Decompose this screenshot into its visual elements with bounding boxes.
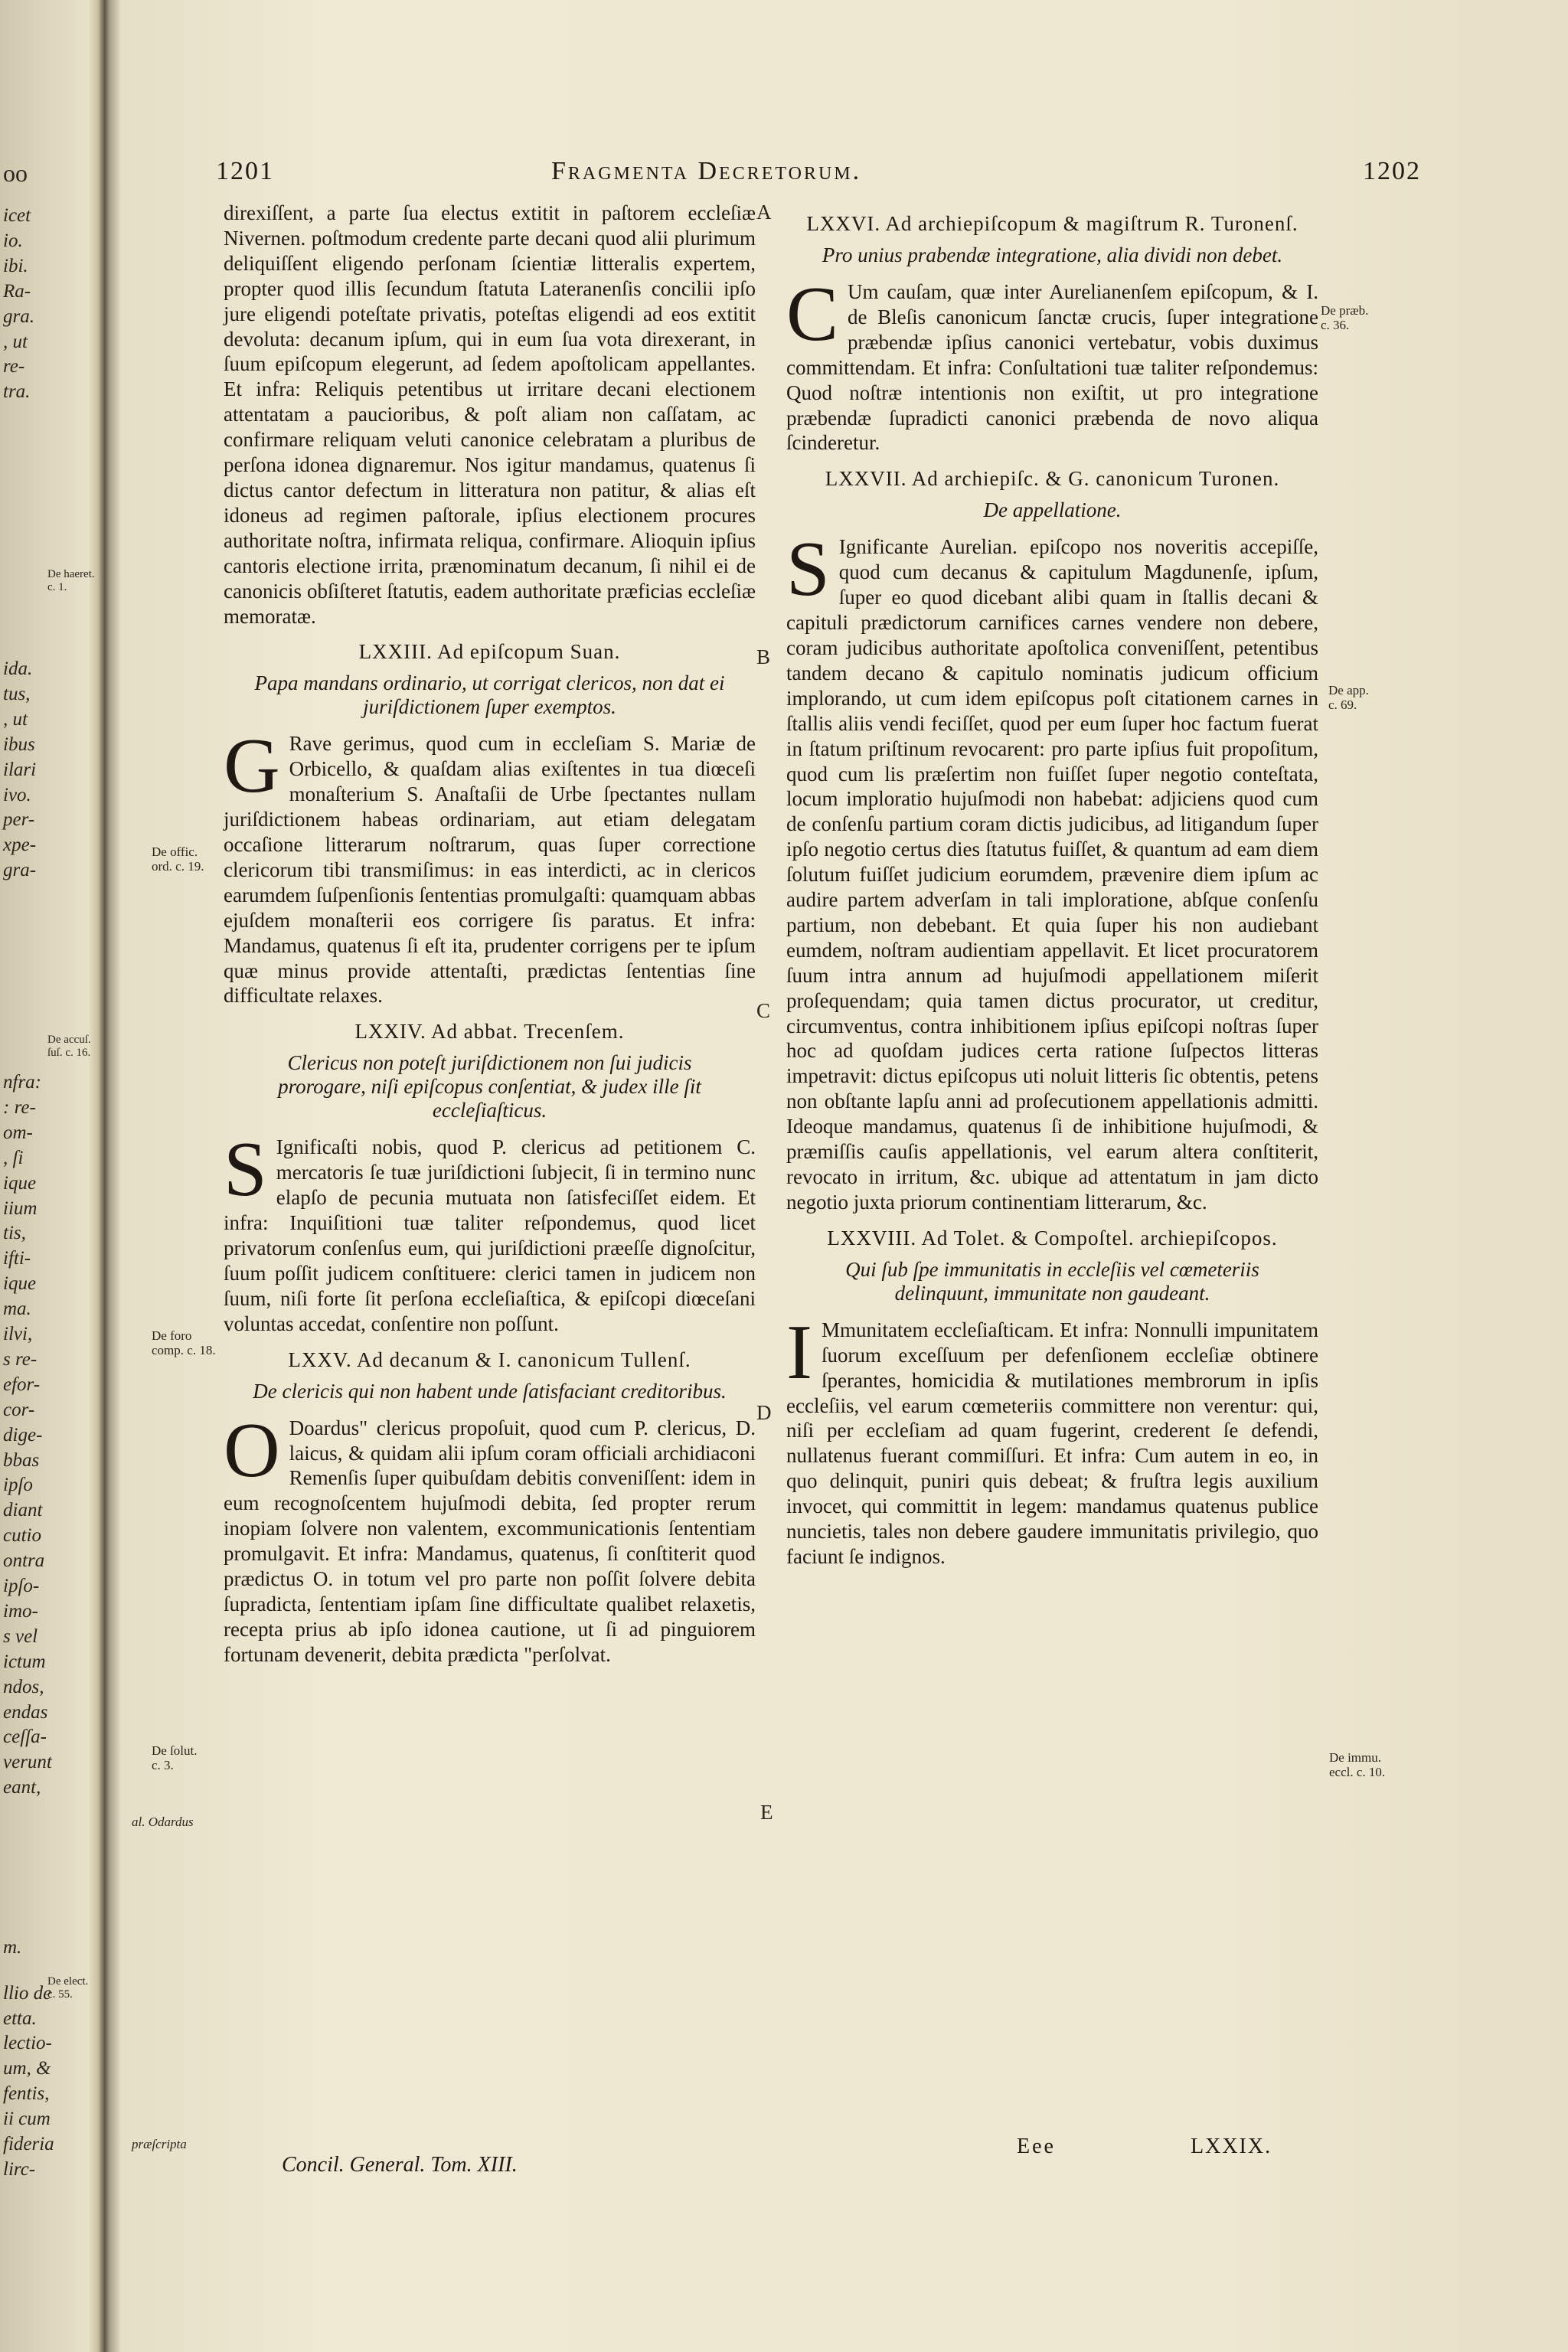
margin-note-de-immun: De immu. eccl. c. 10.	[1329, 1750, 1386, 1779]
letter-body	[224, 723, 756, 1008]
letter-summary: De clericis qui non habent unde ſatisfaciant creditoribus.	[253, 1379, 727, 1403]
catchword: LXXIX.	[1191, 2135, 1272, 2158]
fragment-line: tis,	[3, 1223, 26, 1244]
letter-summary: Qui ſub ſpe immunitatis in eccleſiis vel cœmeteriis delinquunt, immunitate non gaudeant.	[845, 1257, 1259, 1305]
fragment-line: bbas	[3, 1449, 40, 1471]
fragment-margin-note: De haeret. c. 1.	[47, 568, 95, 593]
fragment-line: iium	[3, 1197, 38, 1219]
letter-summary: Papa mandans ordinario, ut corrigat clericos, non dat ei juriſdictionem ſuper exemptos.	[254, 671, 725, 719]
fragment-line: ilari	[3, 759, 37, 780]
letter-summary: De appellatione.	[983, 498, 1122, 522]
left-column	[224, 201, 756, 1668]
letter-text: Ignificante Aurelian. epiſcopo nos noveritis accepiſſe, quod cum decanus & capitulum Magdunenſe, ipſum, ſuper eo quod dicebant alibi quam in ſtallis decani & capituli prædictorum carnifices carnes vendere non debere, coram judicibus authoritate apoſtolica conveniſſent, petentibus tandem decano & capitulo nominatis judicum officium implorando, ut cum idem epiſcopus poſt citationem carnes in ſtallis aliis vendi feciſſet, quod per eum ſuper hoc factum fuerat in ſtatum priſtinum revocarent: pro parte ipſius fuit propoſitum, quod cum lis præſertim non fuiſſet ſuper negotio conteſtata, locum imploratio hujuſmodi non habebat: adjiciens quod cum de conſenſu partium coram dictis judicibus, ad litigandum ſuper ipſo negotio certus dies ſtatutus fuiſſet, & quantum ad eam diem ſolutum fuiſſet judicium eorumdem, prævenire diem ipſum ac audire partem adverſam in tali imploratione, abſque conſenſu partium, non debebant. Et quia ſuper his non audiebant eumdem, noſtram audientiam appellavit. Et licet procuratorem ſuum intra annum ad hujuſmodi appellationem miſerit proſequendam; quia tamen dictus procurator, ut creditur, circumventus, contra inhibitionem ipſius epiſcopi noſtras ſuper hoc ad quoſdam judices certa ratione ſuſpectos litteras impetravit: dictus epiſcopus uti noluit litteris ſic obtentis, petens non obſtante lapſu anni ad proſecutionem appellationis admitti. Ideoque mandamus, quatenus ſi de inhibitione hujuſmodi, & præmiſſis cauſis appellationis, vel earum altera conſtiterit, revocato in irritum, &c. ubique ad attentatum in jam dicto negotio juxta priorum continentiam litterarum, &c.	[786, 535, 1318, 1214]
fragment-line: ique	[3, 1273, 37, 1295]
fragment-line: io.	[3, 230, 23, 251]
fragment-line: verunt	[3, 1752, 52, 1773]
fragment-line: m.	[3, 1937, 22, 1958]
margin-note-de-praeb: De præb. c. 36.	[1321, 303, 1369, 332]
margin-note-de-offic: De offic. ord. c. 19.	[152, 844, 204, 874]
running-title: Fragmenta Decretorum.	[551, 157, 862, 185]
initial-capital: S	[786, 526, 830, 613]
fragment-line: om-	[3, 1122, 33, 1143]
fragment-line: ilvi,	[3, 1324, 33, 1344]
fragment-line: ontra	[3, 1550, 45, 1572]
fragment-line: ifti-	[3, 1248, 31, 1269]
right-column	[786, 201, 1318, 1570]
previous-page-fragment	[0, 0, 98, 2352]
letter-heading: LXXVIII. Ad Tolet. & Compoſtel. archiepiſcopos.	[827, 1226, 1278, 1250]
volume-footer: Concil. General. Tom. XIII.	[282, 2153, 518, 2177]
section-letter-b: B	[756, 645, 771, 668]
fragment-line: s vel	[3, 1625, 38, 1647]
initial-capital: O	[224, 1406, 280, 1494]
signature-mark: Eee	[1017, 2135, 1056, 2158]
fragment-line: ique	[3, 1172, 37, 1194]
fragment-line: dige-	[3, 1424, 43, 1446]
fragment-margin-note: De accuſ. ſuſ. c. 16.	[47, 1034, 91, 1059]
fragment-line: ida.	[3, 658, 33, 679]
letter-summary: Clericus non poteſt juriſdictionem non ſui judicis prorogare, niſi epiſcopus conſentiat, & judex ille ſit eccleſiaſticus.	[278, 1051, 701, 1122]
letter-summary: Pro unius prabendæ integratione, alia dividi non debet.	[822, 243, 1283, 266]
fragment-line: etta.	[3, 2007, 37, 2029]
fragment-line: ictum	[3, 1651, 46, 1672]
fragment-line: gra-	[3, 860, 37, 881]
fragment-line: fentis,	[3, 2082, 50, 2104]
fragment-line: icet	[3, 205, 31, 226]
left-page-number: 1201	[216, 157, 274, 185]
section-letter-c: C	[756, 999, 771, 1022]
letter-heading: LXXVI. Ad archiepiſcopum & magiſtrum R. Turonenſ.	[806, 212, 1298, 235]
letter-body	[786, 271, 1318, 456]
fragment-line: endas	[3, 1701, 48, 1723]
fragment-line: cutio	[3, 1525, 41, 1547]
letter-text: Mmunitatem eccleſiaſticam. Et infra: Nonnulli impunitatem ſuorum exceſſuum per defenſionem eccleſiæ obtinere ſperantes, homicidia & mutilationes membrorum in ipſis eccleſiis, vel earum cœmeteriis committere non verentur: qui, niſi per eccleſiam ad quam fugerint, crederent ſe defendi, nullatenus fuerant commiſſuri. Et infra: Cum autem in eo, in quo delinquit, puniri quis debeat; & fruſtra legis auxilium invocet, qui committit in legem: mandamus quatenus publice nuncietis, tales non debere gaudere immunitatis privilegio, quo faciunt ſe indignos.	[786, 1318, 1318, 1568]
letter-body	[224, 1126, 756, 1336]
margin-note-odardus: al. Odardus	[132, 1815, 194, 1829]
letter-text: Ignificaſti nobis, quod P. clericus ad petitionem C. mercatoris ſe tuæ juriſdictioni ſubjecit, ſi in termino nunc elapſo de pecunia mutuata non ſatisfeciſſet eidem. Et infra: Inquiſitioni tuæ taliter reſpondemus, quod licet privatorum conſenſus eum, qui juriſdictioni præeſſe dignoſcitur, ſuum poſſit judicem conſtituere: clerici tamen in judicem non ſuum, niſi forte ſit perſona eccleſiaſtica, & epiſcopi diœceſani voluntas accedat, conſentire non poſſunt.	[224, 1135, 756, 1335]
letter-body	[224, 1406, 756, 1668]
letter-text: Rave gerimus, quod cum in eccleſiam S. Mariæ de Orbicello, & quaſdam alias exiſtentes in tua diœceſi monaſterium S. Anaſtaſii de Urbe ſpectantes nullam juriſdictionem habeas ordinariam, aut etiam delegatam occaſione litterarum noſtrarum, quas ſuper correctione clericorum tibi transmiſimus: in eas interdicti, ac in clericos earumdem ſuſpenſionis ſententias promulgaſti: quamquam abbas ejuſdem monaſterii eos corrigere ſis paratus. Et infra: Mandamus, quatenus ſi eſt ita, prudenter corrigens per te ipſum quæ minus provide attentaſti, prædictas ſententias ſine difficultate relaxes.	[224, 732, 756, 1008]
fragment-line: Ra-	[3, 280, 31, 302]
letter-text: Um cauſam, quæ inter Aurelianenſem epiſcopum, & I. de Bleſis canonicum ſanctæ crucis, ſuper integratione præbendæ ipſius canonici vertebatur, vobis duximus committendam. Et infra: Conſultationi tuæ taliter reſpondemus: Quod noſtræ intentionis non exiſtit, ut pro integratione præbendæ ſupradicti canonici præbenda de novo aliqua ſcinderetur.	[786, 280, 1318, 455]
fragment-line: s re-	[3, 1348, 38, 1370]
fragment-line: re-	[3, 356, 25, 377]
fragment-line: efor-	[3, 1374, 41, 1395]
fragment-line: xpe-	[3, 835, 37, 856]
letter-heading: LXXIV. Ad abbat. Trecenſem.	[354, 1020, 625, 1044]
letter-heading: LXXIII. Ad epiſcopum Suan.	[358, 640, 621, 664]
letter-text: Doardus" clericus propoſuit, quod cum P. clericus, D. laicus, & quidam alii ipſum coram officiali archidiaconi Remenſis ſuper quibuſdam debitis conveniſſent: idem in eum recognoſcentem hujuſmodi debita, ſed propter rerum inopiam ſolvere non valentem, excommunicationis ſententiam promulgavit. Et infra: Mandamus, quatenus, ſi conſtiterit quod prædictus O. in totum vel pro parte non poſſit ſolvere debita ſupradicta, ſententiam ipſam ſine difficultate qualibet relaxetis, recepta prius ab ipſo idonea cautione, ut ſi ad pinguiorem fortunam devenerit, debita prædicta "perſolvat.	[224, 1416, 756, 1666]
fragment-line: per-	[3, 809, 35, 831]
margin-note-de-solut: De ſolut. c. 3.	[152, 1743, 198, 1772]
margin-note-praescripta: præſcripta	[132, 2137, 187, 2151]
letter-heading: LXXV. Ad decanum & I. canonicum Tullenſ.	[288, 1348, 691, 1371]
fragment-line: tra.	[3, 381, 31, 403]
fragment-line: lectio-	[3, 2033, 52, 2053]
fragment-line: ma.	[3, 1298, 31, 1320]
margin-note-de-foro: De foro comp. c. 18.	[152, 1328, 216, 1357]
section-letter-e: E	[760, 1801, 773, 1824]
initial-capital: C	[786, 271, 839, 358]
fragment-line: ipſo	[3, 1475, 33, 1496]
right-page-number: 1202	[1363, 157, 1421, 185]
fragment-line: ndos,	[3, 1676, 44, 1697]
margin-note-de-appell: De app. c. 69.	[1328, 683, 1369, 712]
fragment-line: , ſi	[3, 1147, 24, 1168]
initial-capital: S	[224, 1126, 267, 1214]
fragment-line: , ut	[3, 331, 28, 352]
fragment-line: ibi.	[3, 255, 28, 276]
fragment-line: : re-	[3, 1096, 36, 1118]
fragment-line: tus,	[3, 683, 31, 704]
fragment-line: eant,	[3, 1777, 41, 1798]
fragment-line: um, &	[3, 2057, 51, 2079]
initial-capital: G	[224, 723, 280, 810]
fragment-line: imo-	[3, 1600, 38, 1622]
fragment-line: diant	[3, 1500, 43, 1521]
section-letter-a: A	[756, 201, 772, 224]
initial-capital: I	[786, 1308, 812, 1396]
section-letter-d: D	[756, 1401, 772, 1424]
fragment-line: llio de	[3, 1983, 52, 2004]
fragment-line: , ut	[3, 708, 28, 730]
fragment-line: gra.	[3, 305, 34, 327]
letter-body	[786, 1308, 1318, 1570]
letter-body	[786, 526, 1318, 1214]
fragment-line: lirc-	[3, 2158, 36, 2180]
fragment-line: ibus	[3, 733, 35, 755]
previous-page-number: oo	[3, 159, 28, 187]
fragment-line: ipſo-	[3, 1576, 40, 1596]
fragment-line: nfra:	[3, 1072, 41, 1093]
fragment-line: fideria	[3, 2133, 54, 2154]
fragment-line: cor-	[3, 1399, 35, 1420]
fragment-margin-note: De elect. c. 55.	[47, 1975, 89, 2001]
fragment-line: ceſſa-	[3, 1726, 47, 1748]
fragment-line: ii cum	[3, 2108, 51, 2129]
fragment-line: ivo.	[3, 784, 31, 805]
letter-heading: LXXVII. Ad archiepiſc. & G. canonicum Turonen.	[825, 467, 1280, 491]
continuation-paragraph: direxiſſent, a parte ſua electus extitit in paſtorem eccleſiæ Nivernen. poſtmodum credente parte decani quod alii plurimum deliquiſſent eligendo perſonam ſcientiæ litteralis expertem, propter quod illis ſecundum ſtatuta Lateranenſis concilii ipſo jure eligendi poteſtate privatis, poteſtas eligendi ad eos extitit devoluta: decanum ipſum, qui in eum ſua vota direxerant, in ſuum epiſcopum elegerunt, ad ſedem apoſtolicam appellantes. Et infra: Reliquis petentibus ut irritare decani electionem attentatam a paucioribus, & poſt aliam non caſſatam, ac confirmare reliquam veluti canonice celebratam a pluribus de perſona idonea dignaremur. Nos igitur mandamus, quatenus ſi dictus cantor defectum in litteratura non patitur, & alias eſt idoneus ad regimen paſtorale, ipſius electionem procures authoritate noſtra, infirmata reliqua, confirmare. Alioquin ipſius cantoris electione irrita, prænominatum decanum, ſi nihil ei de canonicis obſiſteret ſtatutis, eadem authoritate præficias eccleſiæ memoratæ.	[224, 201, 756, 628]
